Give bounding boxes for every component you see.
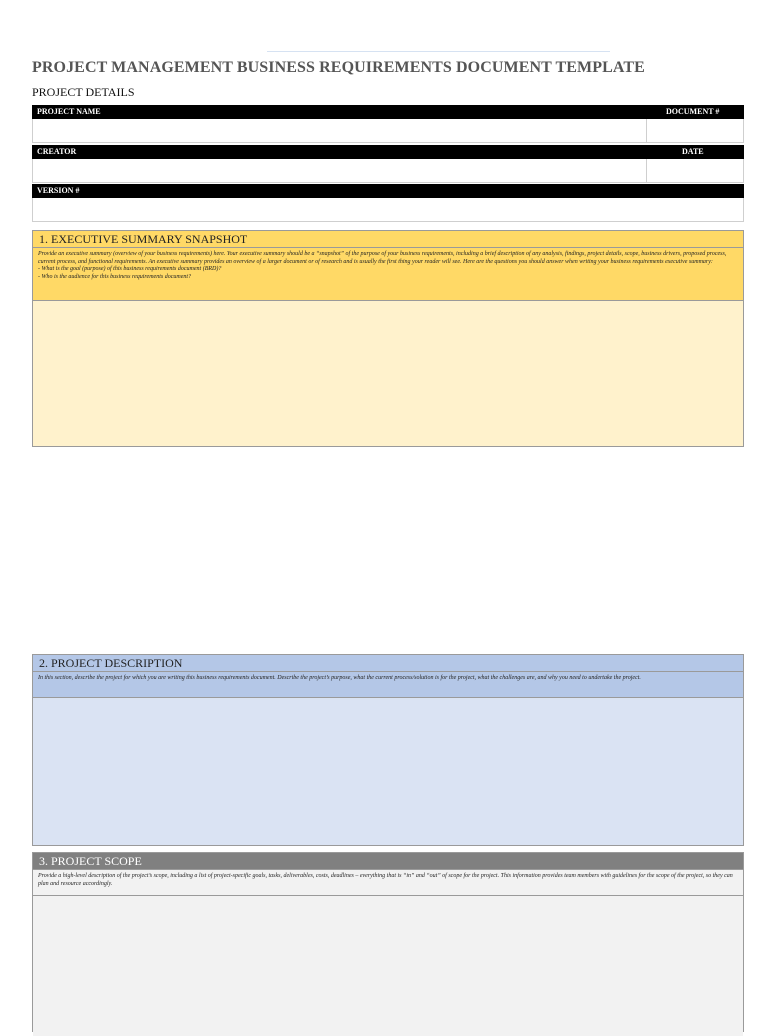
details-input-row-2 <box>32 159 744 183</box>
version-label: VERSION # <box>37 186 80 195</box>
project-details-heading: PROJECT DETAILS <box>32 85 135 99</box>
project-description-instructions: In this section, describe the project for which you are writing this business requirements document. Describe the project’s purpose, what the current process/solution is for the project, what the challenges are, and why you need to undertake the project. <box>33 672 743 698</box>
project-scope-input[interactable] <box>33 896 743 1036</box>
executive-question-goal: - What is the goal (purpose) of this business requirements document (BRD)? <box>38 266 222 272</box>
project-name-label: PROJECT NAME <box>37 107 101 116</box>
executive-summary-heading: 1. EXECUTIVE SUMMARY SNAPSHOT <box>33 231 743 248</box>
executive-question-audience: - Who is the audience for this business requirements document? <box>38 273 192 280</box>
date-field[interactable] <box>647 159 744 182</box>
executive-summary-instructions <box>33 248 743 301</box>
details-header-row-2 <box>32 145 744 159</box>
version-field[interactable] <box>32 198 744 222</box>
project-scope-heading: 3. PROJECT SCOPE <box>33 853 743 870</box>
project-description-heading: 2. PROJECT DESCRIPTION <box>33 655 743 672</box>
details-header-row-1 <box>32 105 744 119</box>
document-number-field[interactable] <box>647 119 744 142</box>
project-description-input[interactable] <box>33 698 743 845</box>
executive-summary-input[interactable] <box>33 301 743 446</box>
project-name-field[interactable] <box>33 119 645 142</box>
project-scope-section <box>32 852 744 1032</box>
document-number-label: DOCUMENT # <box>666 107 720 116</box>
executive-summary-section <box>32 230 744 447</box>
details-input-row-1 <box>32 119 744 143</box>
page-title: PROJECT MANAGEMENT BUSINESS REQUIREMENTS DOCUMENT TEMPLATE <box>32 59 645 76</box>
creator-label: CREATOR <box>37 147 77 156</box>
details-header-row-3 <box>32 184 744 198</box>
project-description-section <box>32 654 744 846</box>
creator-field[interactable] <box>33 159 645 182</box>
date-label: DATE <box>682 147 704 156</box>
header-rule <box>267 51 610 52</box>
executive-summary-description: Provide an executive summary (overview of your business requirements) here. Your executive summary should be a “snapshot” of the purpose of your business requirements, including a brief description of any analysis, findings, project details, scope, business drivers, proposed process, current process, and functional requirements. An executive summary provides an overview of a larger document or of research and is usually the first thing your reader will see. Here are the questions you should answer when writing your business requirements executive summary: <box>38 251 727 265</box>
project-scope-instructions: Provide a high-level description of the project’s scope, including a list of project-specific goals, tasks, deliverables, costs, deadlines – everything that is “in” and “out” of scope for the project. This information provides team members with guidelines for the scope of the project, so they can plan and resource accordingly. <box>33 870 743 896</box>
